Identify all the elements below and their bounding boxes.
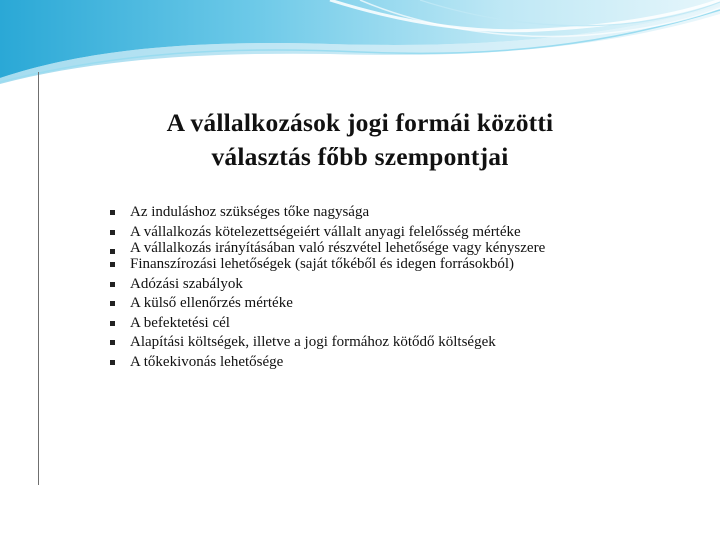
left-vertical-rule — [38, 72, 39, 485]
square-bullet-icon — [110, 249, 115, 254]
list-item-text: Alapítási költségek, illetve a jogi formához kötődő költségek — [130, 334, 496, 350]
list-item — [110, 275, 650, 295]
list-item — [110, 255, 650, 275]
list-item-text: A vállalkozás irányításában való részvétel lehetősége vagy kényszere — [130, 240, 546, 256]
square-bullet-icon — [110, 282, 115, 287]
square-bullet-icon — [110, 301, 115, 306]
square-bullet-icon — [110, 360, 115, 365]
slide-title — [90, 106, 630, 174]
decorative-wave-header — [0, 0, 720, 90]
bullet-list — [110, 203, 650, 372]
list-item-text: Finanszírozási lehetőségek (saját tőkéből és idegen forrásokból) — [130, 256, 515, 272]
list-item — [110, 314, 650, 334]
list-item — [110, 203, 650, 223]
list-item — [110, 294, 650, 314]
square-bullet-icon — [110, 262, 115, 267]
list-item-text: A vállalkozás kötelezettségeiért vállalt anyagi felelősség mértéke — [130, 223, 521, 240]
square-bullet-icon — [110, 210, 115, 215]
list-item — [110, 242, 650, 255]
list-item-text: A külső ellenőrzés mértéke — [130, 295, 293, 311]
slide-title-line-2: választás főbb szempontjai — [211, 142, 509, 171]
wave-band-main — [0, 0, 720, 78]
list-item-text: A befektetési cél — [130, 314, 230, 331]
list-item-text: Adózási szabályok — [130, 275, 243, 292]
list-item — [110, 333, 650, 353]
list-item-text: A tőkekivonás lehetősége — [130, 353, 284, 370]
slide-title-line-1: A vállalkozások jogi formái közötti — [166, 108, 554, 137]
list-item — [110, 353, 650, 373]
square-bullet-icon — [110, 230, 115, 235]
list-item-text: Az induláshoz szükséges tőke nagysága — [130, 204, 370, 220]
square-bullet-icon — [110, 321, 115, 326]
square-bullet-icon — [110, 340, 115, 345]
